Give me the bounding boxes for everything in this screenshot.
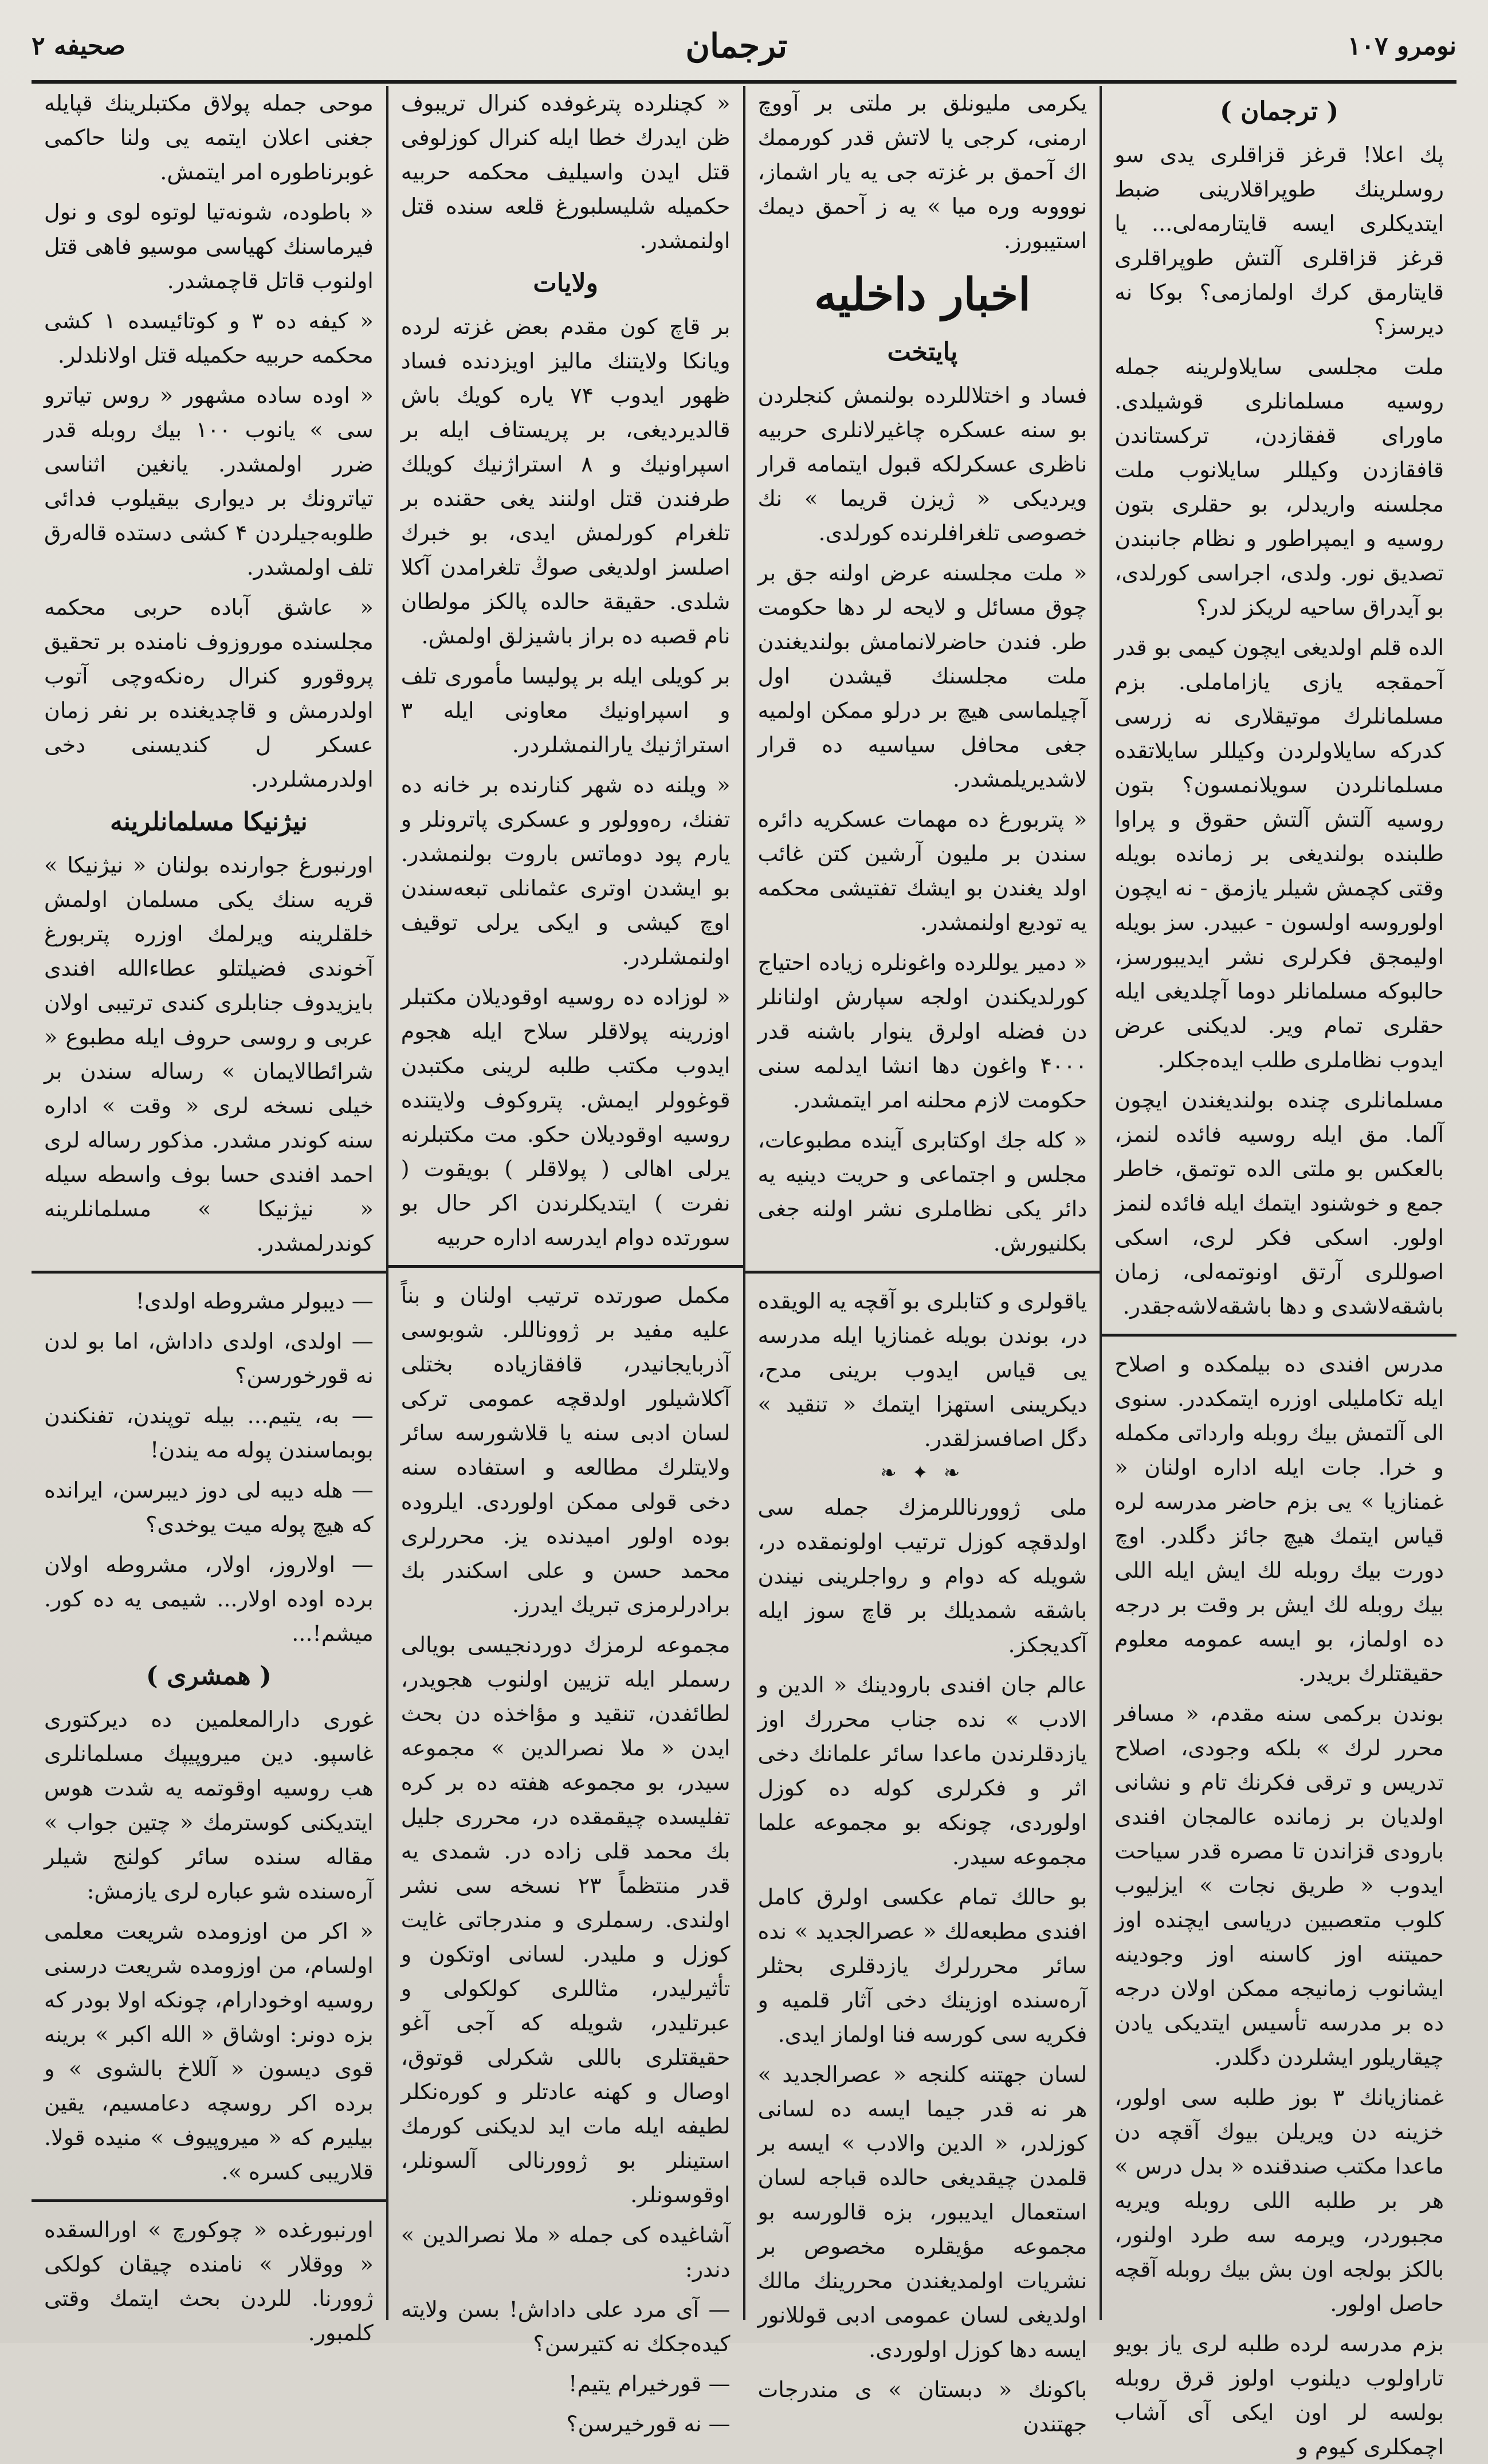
paragraph: الده قلم اولديغى ايچون كيمى بو قدر آحمقجه يازى يازاماملى. بزم مسلمانلرك موتيقلارى نه زرسى كدركه سايلاولردن وكيللر سايلاتقده مسلمانلردن سويلانمسون؟ بتون روسيه آلتش آلتش حقوق و پراوا طلبنده بولنديغى بر زمانده بويله وقتى كچمش شيلر يازمق - نه ايچون اولوروسه اولسون - عبيدر. سز بويله اوليمجق فكرلرى نشر ايديبورسز، حالبوكه مسلمانلر دوما آچلديغى ايله حقلرى تمام وير. لديكنى عرض ايدوب نظاملرى طلب ايدەجكلر. [1114, 635, 1444, 1072]
dialogue-line: — اولاروز، اولار، مشروطه اولان برده اوده اولار... شيمى يه ده كور. ميشم!... [44, 1552, 374, 1646]
paragraph: غورى دارالمعلمين ده ديركتورى غاسپو. دين ميروپيپك مسلمانلرى هب روسيه اوقوتمه يه شدت هوس ايتديكنى كوسترمك « چتين جواب » مقاله سنده سائر كولنج شيلر آرەسنده شو عباره لرى يازمش: [44, 1707, 374, 1904]
masthead [32, 11, 1456, 84]
paragraph: اورنبورغ جوارنده بولنان « نيژنيكا » قريه سنك يكى مسلمان اولمش خلقلرينه ويرلمك اوزره پتربورغ آخوندى فضيلتلو عطاءالله افندى بايزيدوف جنابلرى كندى ترتيبى اولان عربى و روسى حروف ايله مطبوع « شرائطالايمان » رساله سندن بر خيلى نسخه لرى « وقت » اداره سنه كوندر مشدر. مذكور رساله لرى احمد افندى حسا بوف واسطه سيله « نيژنيكا » مسلمانلرينه كوندرلمشدر. [44, 852, 374, 1256]
col2-bottom-article [758, 1284, 1087, 2441]
quote: « اكر من اوزومده شريعت معلمى اولسام، من اوزومده شريعت درسنى روسيه اوخودارام، چونكه اولا بودر كه بزه دونر: اوشاق « الله اكبر » برينه قوى ديسون « آللاخ بالشوى » و برده اكر روسچه دعامسيم، يقين بيليرم كه « ميروپيوف » منيده قولا. قلاريبى كسره ». [44, 1919, 374, 2184]
col4-top-article [44, 86, 374, 1260]
news-item: « پتربورغ ده مهمات عسكريه دائره سندن بر مليون آرشين كتن غائب اولد يغندن بو ايشك تفتيشى محكمه يه توديع اولنمشدر. [757, 807, 1087, 935]
signature: ( همشرى ) [146, 1661, 272, 1691]
section-rule [32, 1271, 386, 1274]
column-3 [386, 86, 743, 2437]
dialogue-line: — قورخيرام يتيم! [568, 2371, 731, 2396]
paragraph: مكمل صورتده ترتيب اولنان و بناً عليه مفيد بر ژووناللر. شوبوسى آذربايجانيدر، قافقازياده بختلى آكلاشيلور اولدقچه عمومى تركى لسان ادبى سنه يا قلاشورسه سائر ولايتلرك مطالعه و استفاده سنه دخى قولى ممكن اولوردى. ايلروده بوده اولور اميدنده يز. محررلرى محمد حسن و على اسكندر بك برادرلرمزى تبريك ايدرز. [401, 1283, 731, 1617]
news-item: فساد و اختلاللرده بولنمش كنجلردن بو سنه عسكره چاغيرلانلرى حربيه ناظرى عسكرلكه قبول ايتمامه قرار ويرديكى « ژيزن قريما » نك خصوصى تلغرافلرنده كورلدى. [757, 383, 1087, 545]
capital-subheading: پايتخت [887, 337, 958, 367]
column-4 [32, 86, 386, 2345]
paragraph: ملت مجلسى سايلاولرينه جمله روسيه مسلمانلرى قوشيلدى. ماوراى قفقازدن، تركستاندن قافقازدن وكيللر سايلانوب ملت مجلسنه واريدلر، بو حقلرى بتون روسيه و ايمپراطور و نظام جانبندن تصديق نور. ولدى، اجراسى كورلدى، بو آيدراق ساحيه لريكز لدر؟ [1114, 354, 1444, 620]
news-item: « باطوده، شونەتيا لوتوه لوى و نول فيرماسنك كهياسى موسيو فاهى قتل اولنوب قاتل قاچمشدر. [44, 199, 374, 293]
dialogue-line: — آى مرد على داداش! بسن ولايته كيدەجكك نه كتيرسن؟ [401, 2297, 731, 2356]
col4-bottom-article [44, 1284, 374, 2350]
paragraph: مسلمانلرى چنده بولنديغندن ايچون آلما. مق ايله روسيه فائده لنمز، بالعكس بو ملتى الده توتمق، خاطر جمع و خوشنود ايتمك ايله فائده لنمز اولور. اسكى فكر لرى، اسكى اصوللرى آرتق اونوتمەلى، زمان باشقەلاشدى و دها باشقەلاشەجقدر. [1114, 1087, 1444, 1319]
page-number: صحيفه ۲ [32, 31, 125, 61]
paragraph: لسان جهتنه كلنجه « عصرالجديد » هر نه قدر جيما ايسه ده لسانى كوزلدر، « الدين والادب » ايسه بر قلمدن چيقديغى حالده قباجه لسان استعمال ايديبور، بزه قالورسه بو مجموعه مؤيقلره مخصوص بر نشريات اولمديغندن محررينك مالك اولديغى لسان عمومى ادبى قوللانور ايسه دها كوزل اولوردى. [757, 2062, 1087, 2362]
newspaper-title: ترجمان [685, 26, 788, 65]
paragraph: اورنبورغده « چوكورچ » اورالسقده « ووقلار » نامنده چيقان كولكى ژوورنا. للردن بحث ايتمك وقتى كلمبور. [44, 2217, 374, 2345]
paragraph: بزم مدرسه لرده طلبه لرى ياز بويو تاراولوب ديلنوب اولوز قرق روبله بولسه لر اون ايكى آى آشاب اچمكلرى كيوم و [1114, 2331, 1444, 2459]
section-rule [32, 2199, 386, 2202]
col3-top-article [401, 86, 731, 1255]
col2-top-article [758, 86, 1087, 1260]
news-item: « عاشق آباده حربى محكمه مجلسنده موروزوف نامنده بر تحقيق پروقورو كنرال رەنكەوچى آتوب اولدرمش و قاچديغنده بر نفر زمان عسكر ل كنديسنى دخى اولدرمشلردر. [44, 595, 374, 792]
news-item: بر كويلى ايله بر پوليسا مأمورى تلف و اسپراونيك معاونى ايله ۳ استراژنيك يارالنمشلردر. [401, 663, 731, 757]
news-item: « دمير يوللرده واغونلره زياده احتياج كورلديكندن اولجه سپارش اولنانلر دن فضله اولرق ينوار باشنه قدر ۴۰۰۰ واغون دها انشا ايدلمه سنى حكومت لازم محلنه امر ايتمشدر. [757, 950, 1087, 1113]
dialogue-line: — نه قورخيرسن؟ [566, 2411, 731, 2437]
paragraph: غمنازيانك ۳ بوز طلبه سى اولور، خزينه دن ويريلن بيوك آقچه دن ماعدا مكتب صندقنده « بدل درس » هر بر طلبه اللى روبله ويريه مجبوردر، ويرمه سه طرد اولنور، بالكز بولجه اون بش بيك روبله آقچه حاصل اولور. [1114, 2085, 1444, 2316]
col3-bottom-article [401, 1278, 731, 2441]
paragraph: عالم جان افندى بارودينك « الدين و الادب » نده جناب محررك اوز يازدقلرندن ماعدا سائر علمانك دخى اثر و فكرلرى كوله ده كوزل اولوردى، چونكه بو مجموعه علما مجموعه سيدر. [757, 1672, 1087, 1869]
news-item: « كله جك اوكتابرى آينده مطبوعات، مجلس و اجتماعى و حريت دينيه يه دائر يكى نظاملرى نشر اولنه جغى بكلنيورش. [757, 1127, 1087, 1256]
paragraph: باكونك « دبستان » ى مندرجات جهتندن [757, 2377, 1087, 2437]
paragraph: يكرمى مليونلق بر ملتى بر آووچ ارمنى، كرجى يا لاتش قدر كورممك اك آحمق بر غزته جى يه يار اشماز، نوووىه وره ميا » يه ز آحمق ديمك استيبورز. [757, 91, 1087, 253]
dialogue-line: — ديبولر مشروطه اولدى! [135, 1288, 374, 1314]
dialogue-line: — هله ديبه لى دوز ديبرسن، ايرانده كه هيچ پوله ميت يوخدى؟ [44, 1477, 374, 1537]
ornament-divider: ❧ ✦ ❧ [880, 1461, 965, 1484]
news-item: « اوده ساده مشهور « روس تياترو سى » يانوب ۱۰۰ بيك روبله قدر ضرر اولمشدر. يانغين اثناسى تياترونك بر ديوارى بيقيلوب فدائى طلوبەجيلردن ۴ كشى دستده قالەرق تلف اولمشدر. [44, 383, 374, 580]
news-item: بر قاچ كون مقدم بعض غزته لرده ويانكا ولايتنك ماليز اويزدنده فساد ظهور ايدوب ۷۴ ياره كويك باش قالديرديغى، بر پريستاف ايله بر اسپراونيك و ۸ استراژنيك كويلك طرفندن قتل اولنند يغى حقنده بر تلغرام كورلمش ايدى، بو خبرك اصلسز اولديغى صوڭ تلغرامدن آكلا شلدى. حقيقة حالده پالكز مولطان نام قصبه ده براز باشيزلق اولمش. [401, 314, 731, 649]
paragraph: ملى ژوورناللرمزك جمله سى اولدقچه كوزل ترتيب اولونمقده در، شويله كه دوام و رواجلرينى نيندن باشقه شمديلك بر قاچ سوز ايله آكديجكز. [757, 1495, 1087, 1657]
domestic-news-heading: اخبار داخليه [814, 269, 1031, 321]
paragraph: آشاغيده كى جمله « ملا نصرالدين » دندر: [401, 2222, 731, 2282]
section-rule [745, 1271, 1100, 1274]
paragraph: پك اعلا! قرغز قزاقلرى يدى سو روسلرينك طوپراقلارينى ضبط ايتديكلرى ايسه قايتارمەلى... يا قرغز قزاقلرى آلتش طوپراقلرى قايتارمق كرك اولمازمى؟ بوكا نه ديرسز؟ [1114, 142, 1444, 339]
news-item: « لوزاده ده روسيه اوقوديلان مكتبلر اوزرينه پولاقلر سلاح ايله هجوم ايدوب مكتب طلبه لرينى مكتبدن قوغوولر ايمش. پتروكوف ولايتنده روسيه اوقوديلان حكو. مت مكتبلرنه يرلى اهالى ( پولاقلر ) بويقوت ( نفرت ) ايتديكلرندن اكر حال بو سورتده دوام ايدرسه اداره حربيه [401, 984, 731, 1250]
issue-number: نومرو ۱۰۷ [1347, 31, 1456, 61]
column-2 [743, 86, 1100, 2437]
news-item: « كيفه ده ۳ و كوتائيسده ۱ كشى محكمه حربيه حكميله قتل اولانلدلر. [44, 308, 374, 368]
dialogue-line: — اولدى، اولدى داداش، اما بو لدن نه قورخورسن؟ [44, 1329, 374, 1388]
paragraph: بو حالك تمام عكسى اولرق كامل افندى مطبعەلك « عصرالجديد » نده سائر محررلرك يازدقلرى بحثلر آرەسنده اوزينك دخى آثار قلميه و فكريه سى كورسه فنا اولماز ايدى. [757, 1884, 1087, 2047]
col1-bottom-article [1114, 1347, 1444, 2464]
paragraph: ياقولرى و كتابلرى بو آقچه يه الويقده در، بوندن بويله غمنازيا ايله مدرسه يى قياس ايدوب برينى مدح، ديكريىنى استهزا ايتمك « تنقيد » دگل اصافسزلقدر. [757, 1288, 1087, 1451]
section-rule [388, 1265, 743, 1268]
columns [32, 86, 1456, 2459]
column-1 [1100, 86, 1456, 2459]
news-item: « ملت مجلسنه عرض اولنه جق بر چوق مسائل و لايحه لر دها حكومت طر. فندن حاضرلانمامش بولنديغندن ملت مجلسنك قيشدن اول آچيلماسى هيچ بر درلو ممكن اولميه جغى محافل سياسيه ده قرار لاشديريلمشدر. [757, 560, 1087, 792]
section-rule [1102, 1334, 1456, 1337]
provinces-heading: ولايات [533, 269, 598, 298]
dialogue-line: — به، يتيم... بيله توپندن، تفنكندن بوبماسندن پوله مه يندن! [44, 1403, 374, 1463]
col1-heading: ( ترجمان ) [1220, 97, 1339, 126]
news-item: موحى جمله پولاق مكتبلرينك قپايله جغنى اعلان ايتمه يى ولنا حاكمى غوبرناطوره امر ايتمش. [44, 91, 374, 184]
news-item: « ويلنه ده شهر كنارنده بر خانه ده تفنك، رەوولور و عسكرى پاترونلر و يارم پود دوماتس باروت بولنمشدر. بو ايشدن اوترى عثمانلى تبعەسندن اوچ كيشى و ايكى يرلى توقيف اولنمشلردر. [401, 772, 731, 969]
nizhnika-heading: نيژنيكا مسلمانلرينه [109, 807, 308, 836]
news-item: « كچنلرده پترغوفده كنرال تريبوف ظن ايدرك خطا ايله كنرال كوزلوفى قتل ايدن واسيليف محكمه حربيه حكميله شليسلبورغ قلعه سنده قتل اولنمشدر. [401, 91, 731, 253]
col1-top-article [1114, 92, 1444, 1323]
paragraph: بوندن بركمى سنه مقدم، « مسافر محرر لرك » بلكه وجودى، اصلاح تدريس و ترقى فكرنك تام و نشانى اولديان بر زمانده عالمجان افندى بارودى قزاندن تا مصره قدر سياحت ايدوب « طريق نجات » ايزليوب كلوب متعصبين درياسى ايچنده اوز حميتنه اوز كاسنه اوز وجودينه ايشانوب زمانيجه ممكن اولان درجه ده بر مدرسه تأسيس ايتديكى يادن چيقاريلور ايشلردن دگلدر. [1114, 1701, 1444, 2070]
paragraph: مدرس افندى ده بيلمكده و اصلاح ايله تكامليلى اوزره ايتمكددر. سنوى الى آلتمش بيك روبله وارداتى مكمله و خرا. جات ايله اداره اولنان « غمنازيا » يى بزم حاضر مدرسه لره قياس ايتمك هيچ جائز دگلدر. اوچ دورت بيك روبله لك ايش ايله اللى بيك روبله لك ايش بر وقت بر درجه ده اولماز، بو ايسه عمومه معلوم حقيقتلرك بريدر. [1114, 1351, 1444, 1686]
paragraph: مجموعه لرمزك دوردنجيسى بويالى رسملر ايله تزيين اولنوب هجويدر، لطائفدن، تنقيد و مؤاخذه دن بحث ايدن « ملا نصرالدين » مجموعه سيدر، بو مجموعه هفته ده بر كره تفليسده چيقمقده در، محررى جليل بك محمد قلى زاده در. شمدى يه قدر منتظماً ۲۳ نسخه سى نشر اولندى. رسملرى و مندرجاتى غايت كوزل و مليدر. لسانى اوتكون و تأثيرليدر، مثاللرى كولكولى و عبرتليدر، شويله كه آجى آغو حقيقتلرى باللى شكرلى قوتوق، اوصال و كهنه عادتلر و كورەنكلر لطيفه ايله مات ايد لديكنى كورمك استينلر بو ژوورنالى آلسونلر، اوقوسونلر. [401, 1632, 731, 2207]
